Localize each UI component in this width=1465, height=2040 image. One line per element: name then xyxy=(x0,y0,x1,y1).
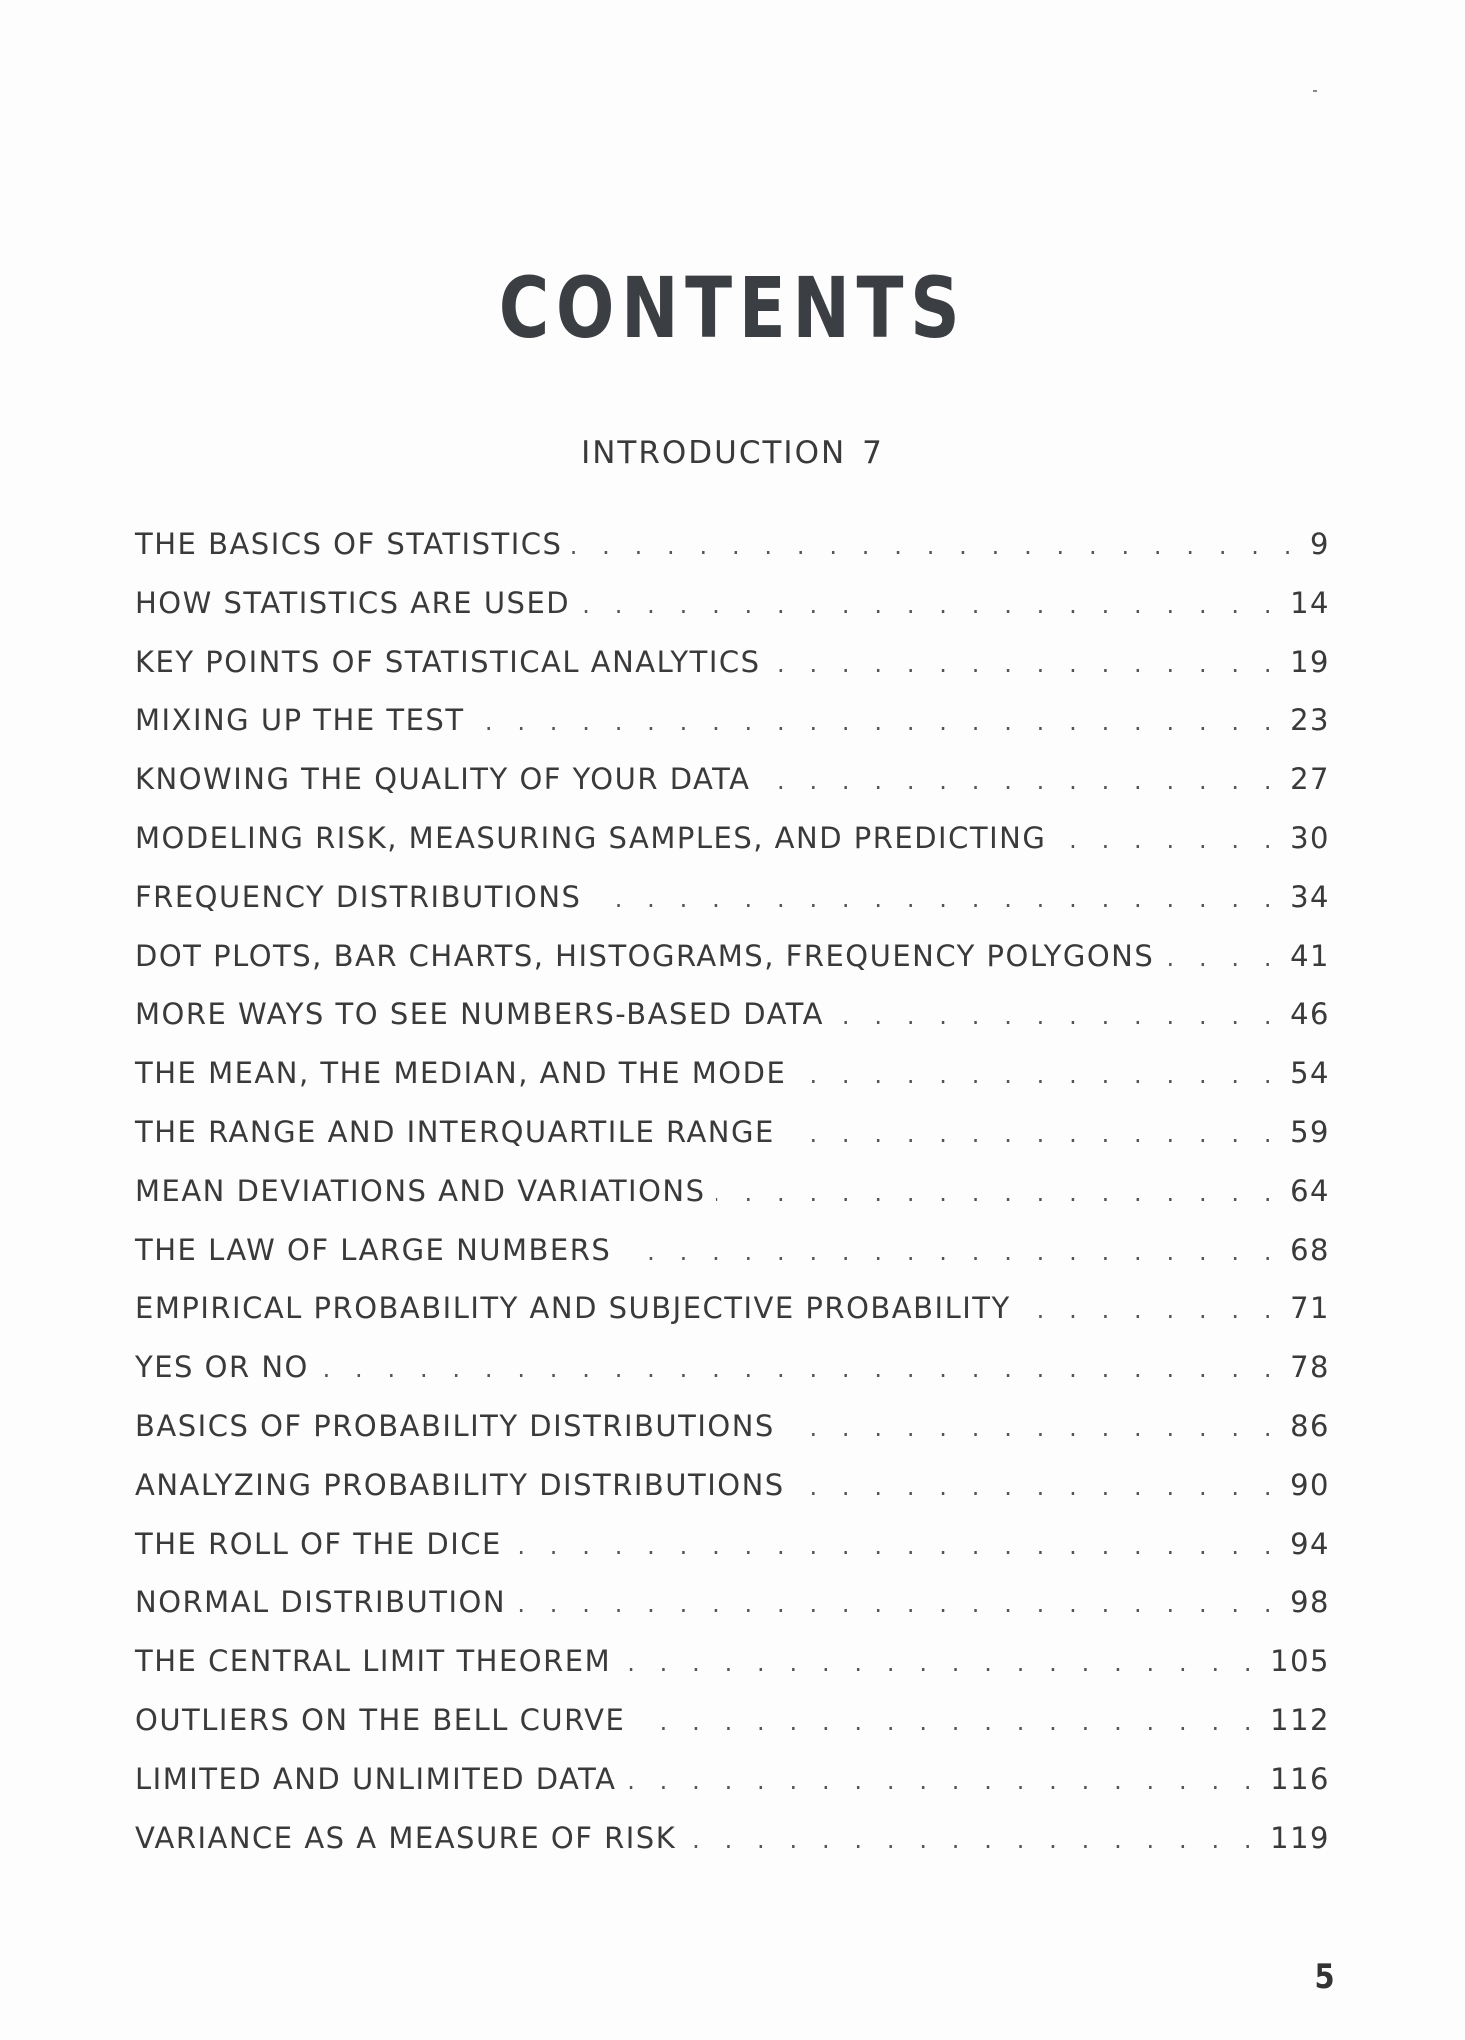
page-title: CONTENTS xyxy=(498,259,967,358)
dot-leader xyxy=(319,1355,1280,1383)
toc-entry-title: MODELING RISK, MEASURING SAMPLES, AND PREDICTING xyxy=(135,820,1047,855)
toc-entry-title: VARIANCE AS A MEASURE OF RISK xyxy=(135,1820,677,1855)
toc-entry-page-number: 78 xyxy=(1290,1350,1330,1385)
toc-entry xyxy=(135,997,1330,1056)
toc-entry xyxy=(135,1233,1330,1292)
toc-entry xyxy=(135,1644,1330,1703)
toc-entry xyxy=(135,762,1330,821)
toc-entry-title: MORE WAYS TO SEE NUMBERS-BASED DATA xyxy=(135,997,824,1032)
toc-entry-page-number: 64 xyxy=(1290,1173,1330,1208)
toc-entry-page-number: 90 xyxy=(1290,1467,1330,1502)
dot-leader xyxy=(1164,944,1280,972)
toc-entry-page-number: 41 xyxy=(1290,938,1330,973)
toc-entry-page-number: 116 xyxy=(1270,1761,1330,1796)
toc-entry-page-number: 27 xyxy=(1290,762,1330,797)
toc-entry-title: KNOWING THE QUALITY OF YOUR DATA xyxy=(135,762,751,797)
toc-entry-title: THE ROLL OF THE DICE xyxy=(135,1526,502,1561)
toc-entry-title: THE BASICS OF STATISTICS xyxy=(135,527,563,561)
toc-entry-page-number: 19 xyxy=(1290,644,1330,679)
toc-entry-title: LIMITED AND UNLIMITED DATA xyxy=(135,1761,617,1796)
toc-entry-title: MEAN DEVIATIONS AND VARIATIONS xyxy=(135,1173,706,1208)
toc-entry xyxy=(135,1821,1330,1880)
toc-entry-page-number: 94 xyxy=(1290,1526,1330,1561)
toc-entry-title: THE MEAN, THE MEDIAN, AND THE MODE xyxy=(135,1056,787,1091)
toc-entry-page-number: 112 xyxy=(1270,1702,1330,1737)
toc-entry xyxy=(135,586,1330,645)
dot-leader xyxy=(621,1649,1260,1677)
toc-entry-page-number: 98 xyxy=(1290,1585,1330,1620)
toc-entry xyxy=(135,1115,1330,1174)
toc-entry-title: YES OR NO xyxy=(135,1350,309,1385)
toc-entry-title: FREQUENCY DISTRIBUTIONS xyxy=(135,879,582,914)
toc-entry xyxy=(135,880,1330,939)
toc-entry-title: ANALYZING PROBABILITY DISTRIBUTIONS xyxy=(135,1467,785,1502)
dot-leader xyxy=(785,1120,1280,1148)
dot-leader xyxy=(795,1473,1280,1501)
dot-leader xyxy=(512,1532,1280,1560)
toc-entry xyxy=(135,1409,1330,1468)
toc-entry-page-number: 54 xyxy=(1290,1056,1330,1091)
dot-leader xyxy=(760,767,1280,795)
dot-leader xyxy=(626,1767,1260,1795)
dot-leader xyxy=(1056,826,1280,854)
toc-entry-title: BASICS OF PROBABILITY DISTRIBUTIONS xyxy=(135,1408,775,1443)
toc-entry xyxy=(135,645,1330,704)
toc-entry-title: KEY POINTS OF STATISTICAL ANALYTICS xyxy=(135,644,761,679)
toc-entry xyxy=(135,1703,1330,1762)
dot-leader xyxy=(635,1708,1260,1736)
dot-leader xyxy=(621,1238,1280,1266)
dot-leader xyxy=(796,1061,1280,1089)
page-number: 5 xyxy=(1314,1957,1335,1997)
introduction-page-number: 7 xyxy=(862,435,884,471)
toc-entry xyxy=(135,527,1330,586)
toc-entry-title: THE CENTRAL LIMIT THEOREM xyxy=(135,1644,612,1679)
toc-entry xyxy=(135,703,1330,762)
toc-entry-page-number: 14 xyxy=(1290,585,1330,620)
dot-leader xyxy=(475,708,1281,736)
toc-entry-page-number: 71 xyxy=(1290,1291,1330,1326)
toc-entry xyxy=(135,1174,1330,1233)
toc-entry xyxy=(135,1762,1330,1821)
toc-entry-title: MIXING UP THE TEST xyxy=(135,703,465,738)
dot-leader xyxy=(516,1590,1280,1618)
dot-leader xyxy=(572,532,1300,560)
toc-entry xyxy=(135,1291,1330,1350)
toc-entry-page-number: 86 xyxy=(1290,1408,1330,1443)
toc-entry-title: DOT PLOTS, BAR CHARTS, HISTOGRAMS, FREQUENCY POLYGONS xyxy=(135,938,1155,973)
toc-entry-title: HOW STATISTICS ARE USED xyxy=(135,585,571,620)
toc-entry-page-number: 59 xyxy=(1290,1114,1330,1149)
toc-entry-title: OUTLIERS ON THE BELL CURVE xyxy=(135,1702,626,1737)
dot-leader xyxy=(686,1826,1260,1854)
toc-entry-title: THE LAW OF LARGE NUMBERS xyxy=(135,1232,612,1267)
dot-leader xyxy=(716,1179,1281,1207)
dot-leader xyxy=(785,1414,1280,1442)
toc-entry xyxy=(135,1350,1330,1409)
toc-entry-page-number: 9 xyxy=(1310,527,1330,561)
toc-entry-page-number: 23 xyxy=(1290,703,1330,738)
toc-entry-title: EMPIRICAL PROBABILITY AND SUBJECTIVE PROBABILITY xyxy=(135,1291,1011,1326)
introduction-entry xyxy=(0,435,1465,471)
table-of-contents xyxy=(135,527,1330,1879)
dot-leader xyxy=(580,591,1280,619)
toc-entry-title: NORMAL DISTRIBUTION xyxy=(135,1585,507,1620)
toc-entry-page-number: 34 xyxy=(1290,879,1330,914)
dot-leader xyxy=(771,650,1281,678)
toc-entry-title: THE RANGE AND INTERQUARTILE RANGE xyxy=(135,1114,775,1149)
toc-entry xyxy=(135,939,1330,998)
toc-entry xyxy=(135,1585,1330,1644)
toc-entry xyxy=(135,821,1330,880)
dot-leader xyxy=(591,885,1280,913)
toc-entry-page-number: 30 xyxy=(1290,820,1330,855)
toc-entry xyxy=(135,1527,1330,1586)
toc-entry-page-number: 105 xyxy=(1270,1644,1330,1679)
toc-entry-page-number: 46 xyxy=(1290,997,1330,1032)
toc-entry-page-number: 119 xyxy=(1270,1820,1330,1855)
toc-entry-page-number: 68 xyxy=(1290,1232,1330,1267)
toc-entry xyxy=(135,1056,1330,1115)
dot-leader xyxy=(1021,1296,1280,1324)
introduction-label: INTRODUCTION xyxy=(581,435,847,471)
toc-entry xyxy=(135,1468,1330,1527)
dot-leader xyxy=(834,1002,1280,1030)
scan-speck xyxy=(1313,90,1317,92)
